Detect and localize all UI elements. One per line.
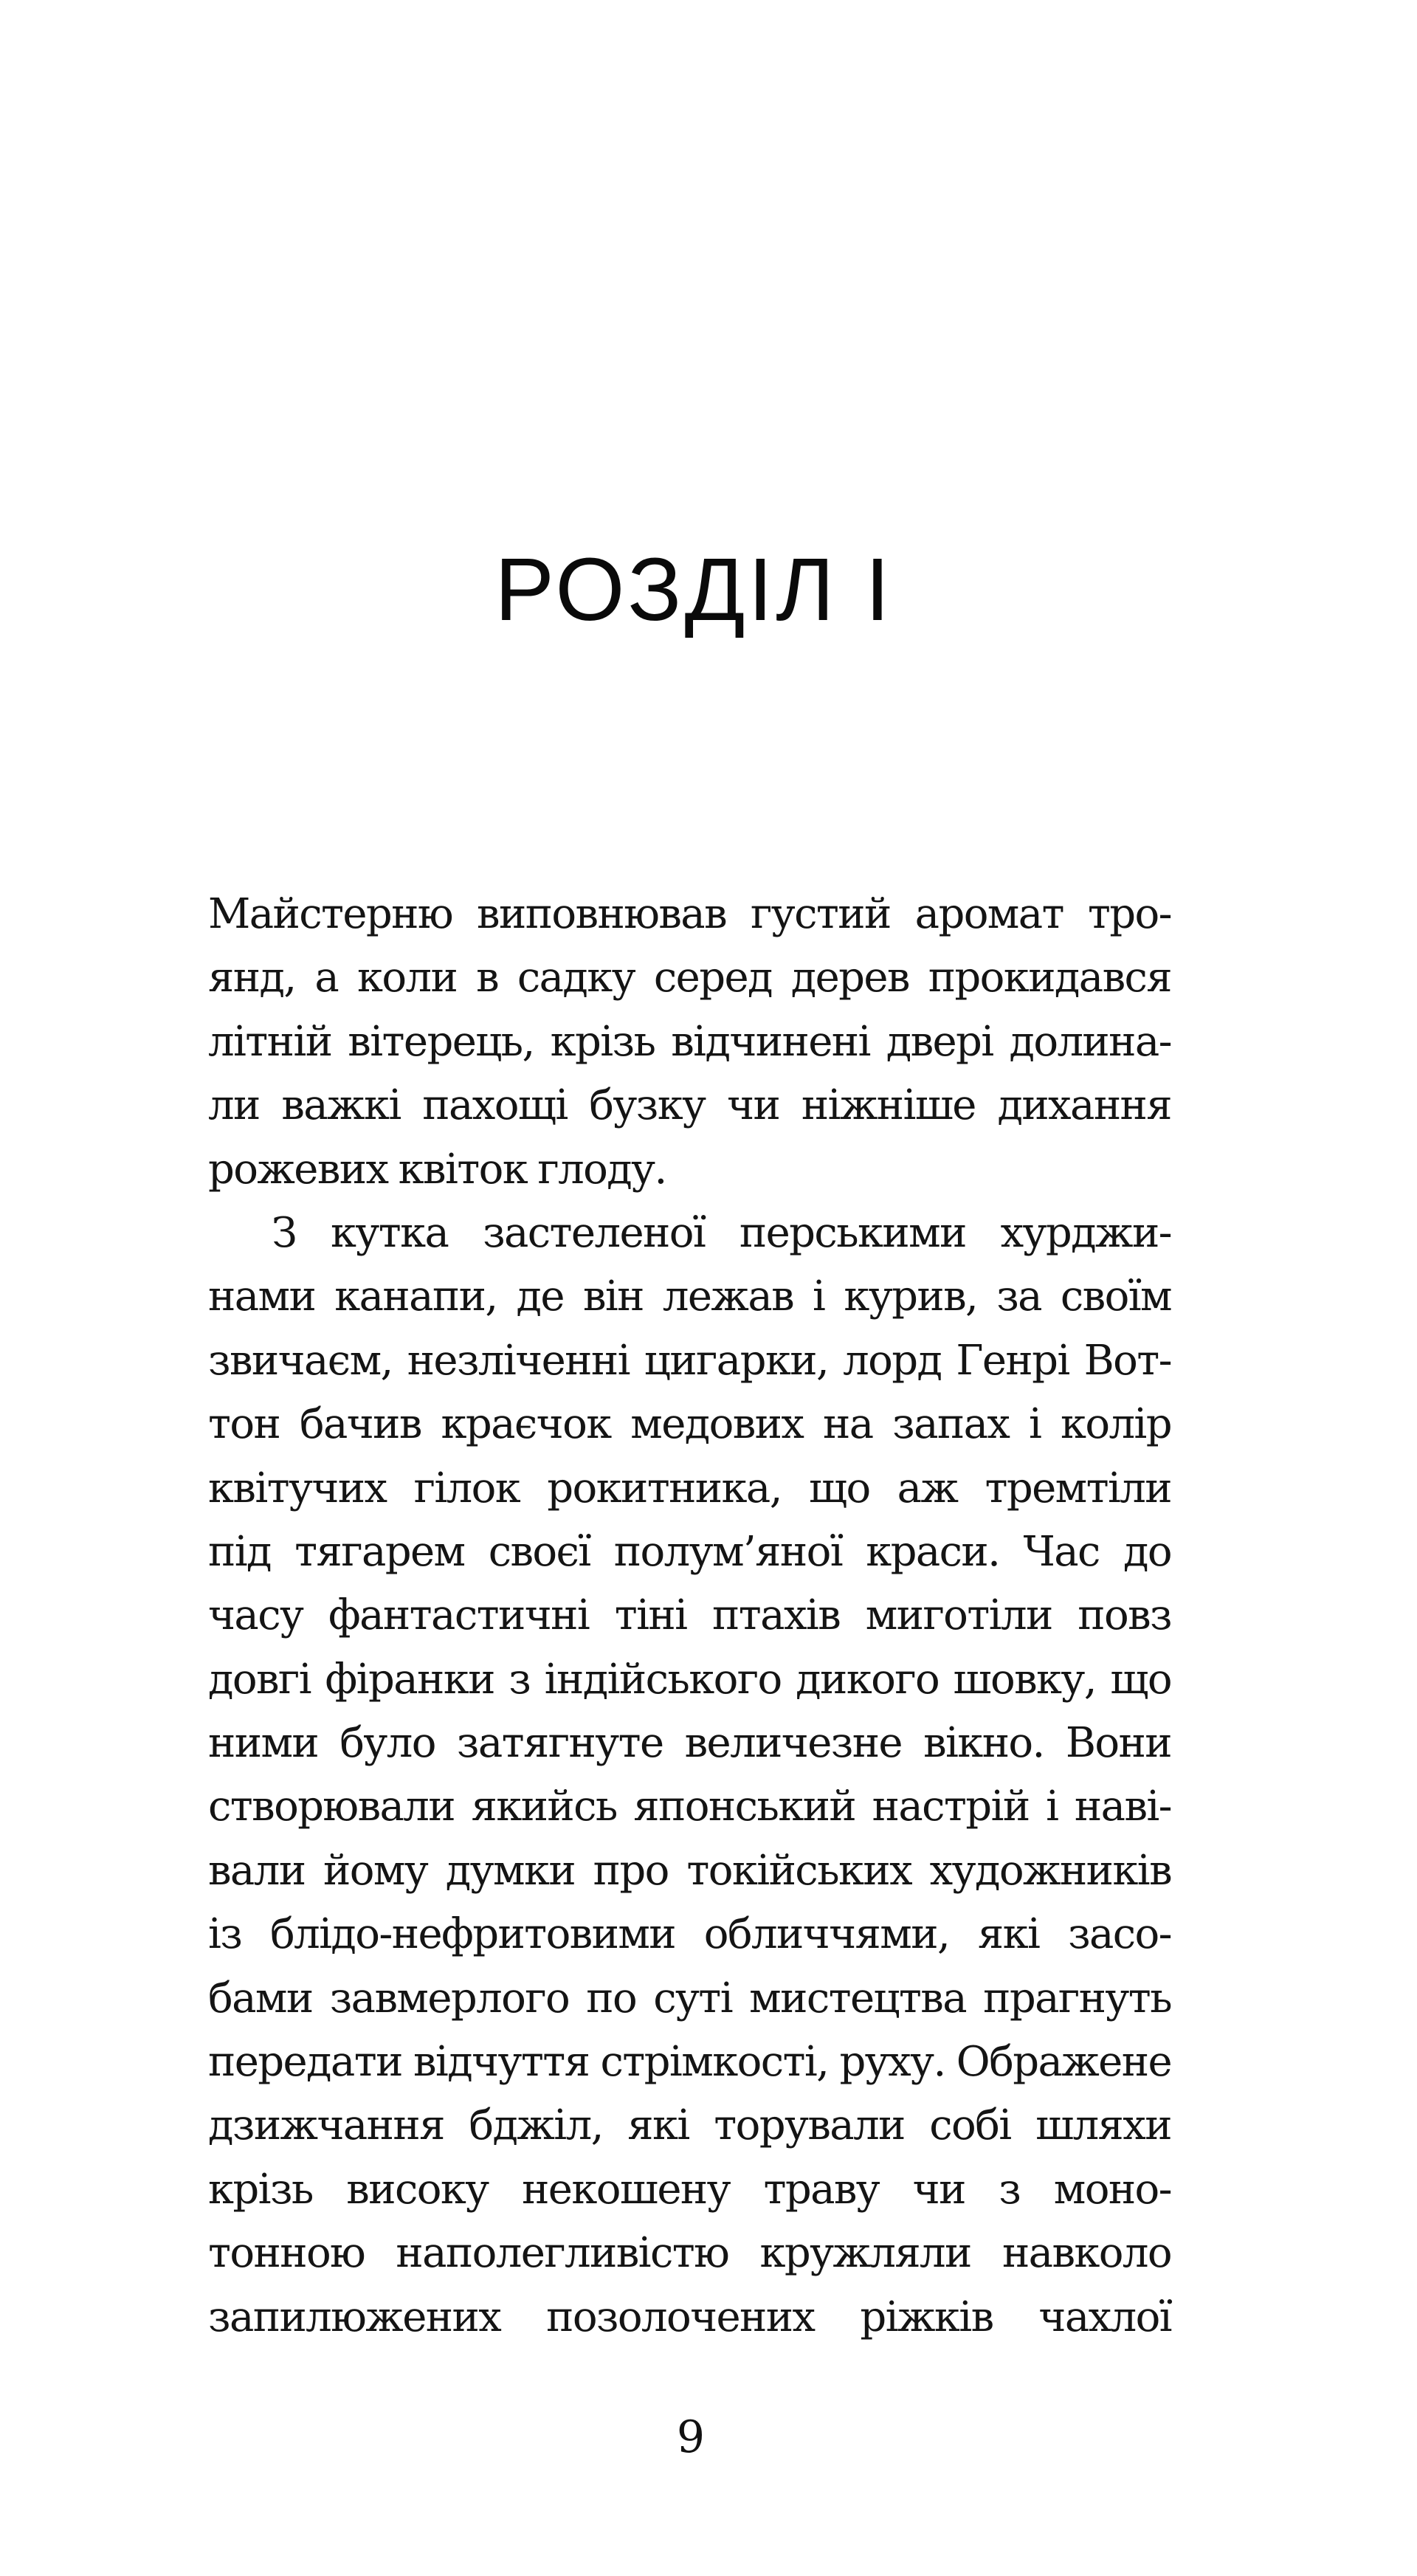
text-line: під тягарем своєї полум’яної краси. Час до xyxy=(208,1527,1171,1576)
text-line: ли важкі пахощі бузку чи ніжніше дихання xyxy=(208,1081,1171,1130)
text-line: тон бачив краєчок медових на запах і колір xyxy=(208,1400,1171,1449)
text-line: створювали якийсь японський настрій і наві- xyxy=(208,1783,1171,1831)
text-line: нами канапи, де він лежав і курив, за своїм xyxy=(208,1272,1171,1321)
text-line-paragraph-end: рожевих квіток глоду. xyxy=(208,1145,666,1194)
text-line: запилюжених позолочених ріжків чахлої xyxy=(208,2293,1171,2341)
text-line: передати відчуття стрімкості, руху. Ображене xyxy=(208,2038,1171,2087)
body-text xyxy=(208,883,1171,2349)
chapter-title: РОЗДІЛ І xyxy=(494,539,893,639)
page-number: 9 xyxy=(676,2411,706,2463)
text-line: Майстерню виповнював густий аромат тро- xyxy=(208,890,1171,938)
text-line: квітучих гілок рокитника, що аж тремтіли xyxy=(208,1464,1171,1512)
text-line: крізь високу некошену траву чи з моно- xyxy=(208,2165,1171,2214)
text-line: часу фантастичні тіні птахів миготіли повз xyxy=(208,1591,1171,1640)
text-line: із блідо-нефритовими обличчями, які засо- xyxy=(208,1910,1171,1959)
text-line-paragraph-start: З кутка застеленої перськими хурджи- xyxy=(272,1208,1171,1257)
text-line: вали йому думки про токійських художників xyxy=(208,1846,1171,1895)
text-line: тонною наполегливістю кружляли навколо xyxy=(208,2229,1171,2278)
text-line: дзижчання бджіл, які торували собі шляхи xyxy=(208,2101,1171,2150)
text-line: довгі фіранки з індійського дикого шовку, що xyxy=(208,1655,1171,1704)
text-line: звичаєм, незліченні цигарки, лорд Генрі Вот- xyxy=(208,1336,1171,1385)
text-line: ними було затягнуте величезне вікно. Вони xyxy=(208,1719,1171,1768)
text-line: бами завмерлого по суті мистецтва прагнуть xyxy=(208,1974,1171,2022)
text-line: янд, а коли в садку серед дерев прокидався xyxy=(208,954,1171,1002)
text-line: літній вітерець, крізь відчинені двері долина- xyxy=(208,1017,1171,1066)
